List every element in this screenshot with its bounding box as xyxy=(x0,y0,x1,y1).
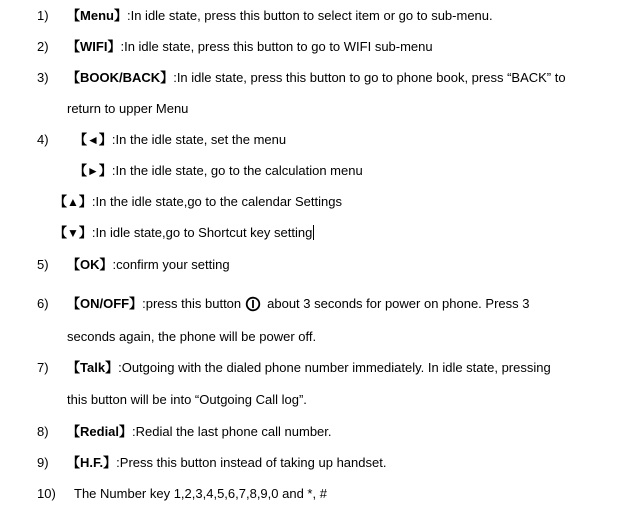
key-description: :In idle state, press this button to go to phone book, press “BACK” to xyxy=(173,70,566,85)
bracket-close: 】 xyxy=(78,194,92,209)
item-number: 10) xyxy=(37,486,56,501)
key-description-continued: this button will be into “Outgoing Call log”. xyxy=(67,392,307,407)
item-number: 2) xyxy=(37,39,49,54)
bracket-close: 】 xyxy=(98,163,112,178)
bracket-close: 】 xyxy=(98,132,112,147)
number-keys-item: The Number key 1,2,3,4,5,6,7,8,9,0 and *, # xyxy=(74,486,327,501)
book-back-item xyxy=(67,70,566,86)
bracket-close: 】 xyxy=(119,424,133,439)
bracket-open: 【 xyxy=(74,163,88,178)
item-number: 9) xyxy=(37,455,49,470)
ok-item xyxy=(67,257,230,273)
right-arrow-icon: ► xyxy=(87,164,99,178)
key-name: Talk xyxy=(80,360,106,375)
bracket-open: 【 xyxy=(67,8,81,23)
bracket-open: 【 xyxy=(54,194,68,209)
down-arrow-item xyxy=(54,225,314,241)
bracket-open: 【 xyxy=(67,39,81,54)
key-description: :In idle state, press this button to go to WIFI sub-menu xyxy=(120,39,433,54)
key-description: :confirm your setting xyxy=(112,257,230,272)
item-number: 8) xyxy=(37,424,49,439)
wifi-item xyxy=(67,39,433,55)
key-description: :press this button xyxy=(142,296,242,311)
talk-item xyxy=(67,360,551,376)
key-name: Redial xyxy=(80,424,120,439)
bracket-open: 【 xyxy=(67,296,81,311)
key-description-after-icon: about 3 seconds for power on phone. Press 3 xyxy=(267,296,530,311)
left-arrow-item xyxy=(74,132,286,148)
key-description: :Redial the last phone call number. xyxy=(132,424,332,439)
bracket-close: 】 xyxy=(78,225,92,240)
up-arrow-icon: ▲ xyxy=(67,195,79,209)
key-name: ON/OFF xyxy=(80,296,130,311)
bracket-open: 【 xyxy=(67,70,81,85)
bracket-open: 【 xyxy=(67,360,81,375)
key-description: :In the idle state,go to the calendar Settings xyxy=(91,194,342,209)
text-cursor xyxy=(313,225,314,240)
bracket-close: 】 xyxy=(113,8,127,23)
item-number: 4) xyxy=(37,132,49,147)
bracket-open: 【 xyxy=(67,455,81,470)
bracket-open: 【 xyxy=(54,225,68,240)
key-description: :In idle state,go to Shortcut key setting xyxy=(91,225,313,240)
bracket-close: 】 xyxy=(160,70,174,85)
key-name: WIFI xyxy=(80,39,108,54)
item-number: 6) xyxy=(37,296,49,311)
key-name: Menu xyxy=(80,8,114,23)
menu-item xyxy=(67,8,493,24)
down-arrow-icon: ▼ xyxy=(67,226,79,240)
key-description: :In idle state, press this button to select item or go to sub-menu. xyxy=(126,8,493,23)
left-arrow-icon: ◄ xyxy=(87,133,99,147)
key-name: BOOK/BACK xyxy=(80,70,161,85)
bracket-close: 】 xyxy=(105,360,119,375)
up-arrow-item xyxy=(54,194,342,210)
bracket-close: 】 xyxy=(107,39,121,54)
item-number: 3) xyxy=(37,70,49,85)
right-arrow-item xyxy=(74,163,363,179)
key-description: :Outgoing with the dialed phone number immediately. In idle state, pressing xyxy=(118,360,551,375)
item-number: 5) xyxy=(37,257,49,272)
key-description-continued: seconds again, the phone will be power off. xyxy=(67,329,317,344)
key-name: OK xyxy=(80,257,100,272)
power-icon xyxy=(245,296,261,316)
on-off-item xyxy=(67,296,529,312)
item-number: 7) xyxy=(37,360,49,375)
key-description: :In the idle state, go to the calculation menu xyxy=(111,163,363,178)
key-description: :In the idle state, set the menu xyxy=(111,132,287,147)
handsfree-item xyxy=(67,455,386,471)
bracket-open: 【 xyxy=(67,424,81,439)
bracket-close: 】 xyxy=(129,296,143,311)
key-description: :Press this button instead of taking up handset. xyxy=(116,455,387,470)
key-description-continued: return to upper Menu xyxy=(67,101,189,116)
redial-item xyxy=(67,424,332,440)
key-name: H.F. xyxy=(80,455,104,470)
bracket-close: 】 xyxy=(99,257,113,272)
item-number: 1) xyxy=(37,8,49,23)
bracket-close: 】 xyxy=(103,455,117,470)
bracket-open: 【 xyxy=(67,257,81,272)
bracket-open: 【 xyxy=(74,132,88,147)
